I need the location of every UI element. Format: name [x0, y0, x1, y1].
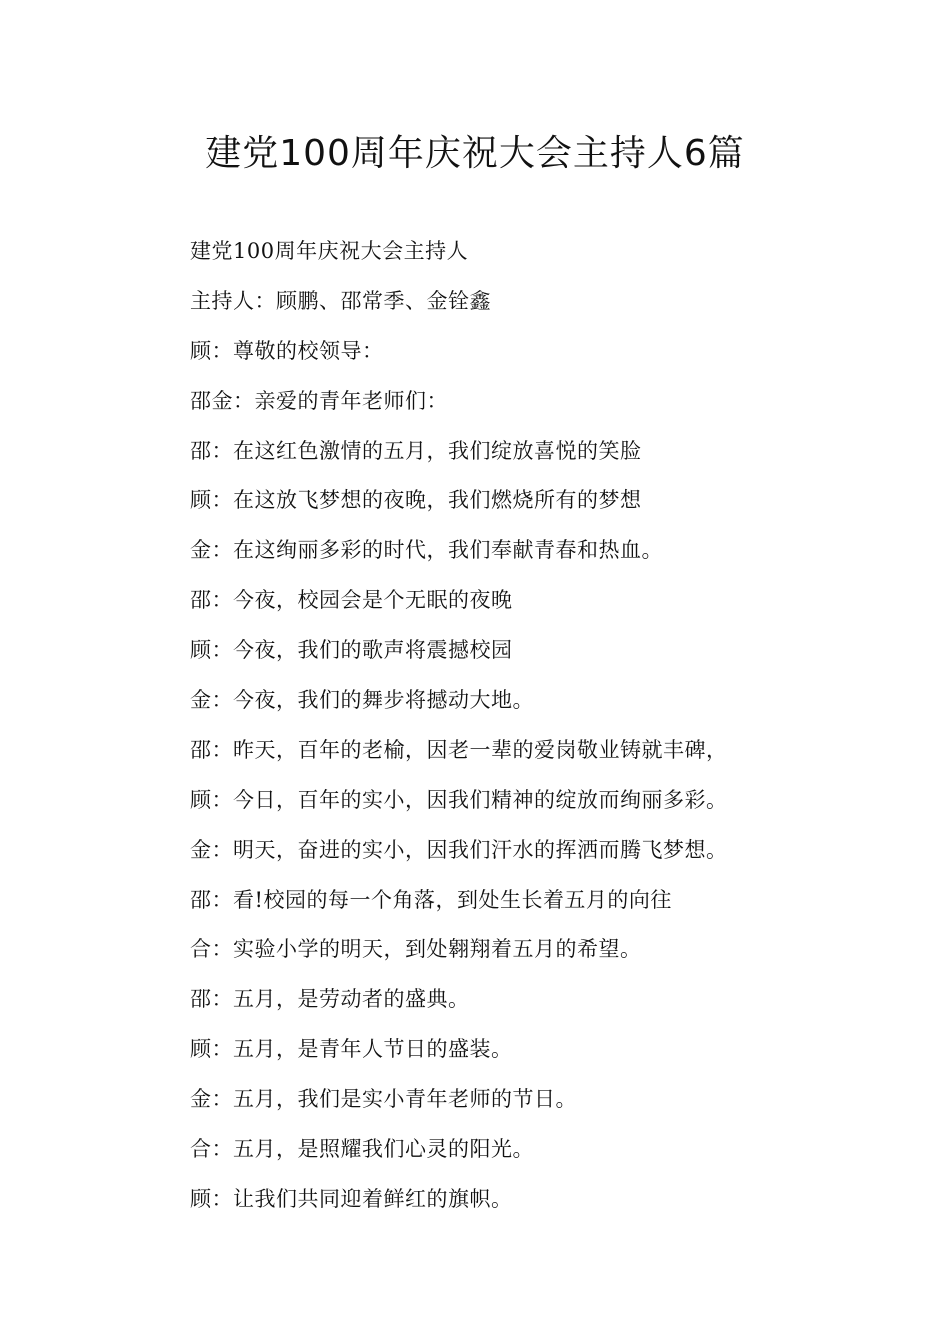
- text-line: 邵金：亲爱的青年老师们：: [190, 388, 448, 413]
- text-line: 顾：尊敬的校领导：: [190, 338, 384, 363]
- text-line: 邵：在这红色激情的五月，我们绽放喜悦的笑脸: [190, 438, 642, 463]
- text-line: 邵：昨天，百年的老榆，因老一辈的爱岗敬业铸就丰碑，: [190, 737, 728, 762]
- text-line: 金：在这绚丽多彩的时代，我们奉献青春和热血。: [190, 538, 663, 563]
- text-line: 金：今夜，我们的舞步将撼动大地。: [190, 688, 534, 713]
- text-line: 主持人：顾鹏、邵常季、金铨鑫: [190, 288, 491, 313]
- text-line: 金：五月，我们是实小青年老师的节日。: [190, 1087, 577, 1112]
- text-line: 顾：今日，百年的实小，因我们精神的绽放而绚丽多彩。: [190, 787, 728, 812]
- text-line: 邵：五月，是劳动者的盛典。: [190, 987, 470, 1012]
- text-line: 顾：今夜，我们的歌声将震撼校园: [190, 638, 513, 663]
- script-lines: [190, 234, 890, 1232]
- text-line: 顾：在这放飞梦想的夜晚，我们燃烧所有的梦想: [190, 488, 642, 513]
- text-line: 金：明天，奋进的实小，因我们汗水的挥洒而腾飞梦想。: [190, 837, 728, 862]
- text-line: 建党100周年庆祝大会主持人: [190, 239, 469, 263]
- text-line: 合：实验小学的明天，到处翱翔着五月的希望。: [190, 937, 642, 962]
- text-line: 顾：五月，是青年人节日的盛装。: [190, 1037, 513, 1062]
- text-line: 顾：让我们共同迎着鲜红的旗帜。: [190, 1186, 513, 1211]
- text-line: 合：五月，是照耀我们心灵的阳光。: [190, 1137, 534, 1162]
- document-title: 建党100周年庆祝大会主持人6篇: [205, 133, 745, 174]
- text-line: 邵：看!校园的每一个角落，到处生长着五月的向往: [190, 887, 672, 912]
- text-line: 邵：今夜，校园会是个无眠的夜晚: [190, 588, 513, 613]
